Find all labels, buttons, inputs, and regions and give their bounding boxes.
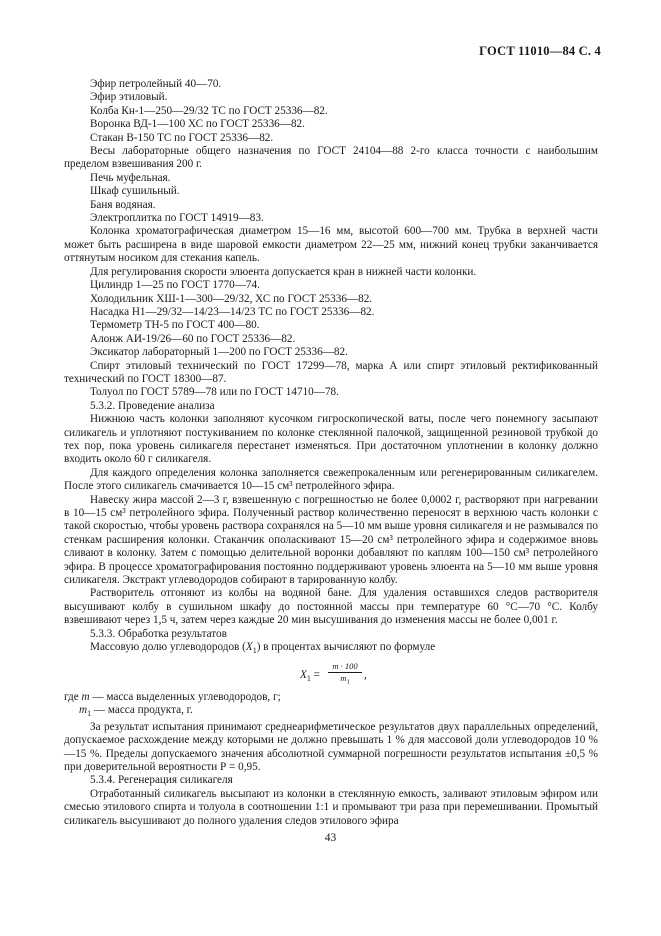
where-line: где m — масса выделенных углеводородов, г;	[64, 690, 281, 703]
page-header: ГОСТ 11010—84 С. 4	[479, 44, 601, 58]
document-body	[64, 78, 598, 828]
text-line: Баня водяная.	[90, 198, 156, 211]
formula-denominator: $m_1$	[340, 672, 350, 686]
text-line: Стакан В-150 ТС по ГОСТ 25336—82.	[90, 131, 274, 144]
section-heading: 5.3.4. Регенерация силикагеля	[90, 774, 233, 787]
formula-comma: ,	[364, 668, 367, 681]
text-paragraph: Спирт этиловый технический по ГОСТ 17299—78, марка А или спирт этиловый ректификованный технический по ГОСТ 18300—87.	[64, 359, 598, 385]
formula-intro-text-after: ) в процентах вычисляют по формуле	[256, 641, 436, 654]
text-line: Для регулирования скорости элюента допускается кран в нижней части колонки.	[90, 265, 477, 278]
where-line: $m_1$ — масса продукта, г.	[79, 704, 193, 719]
formula-intro-sub: 1	[252, 646, 257, 656]
text-line: Шкаф сушильный.	[90, 185, 180, 198]
text-line: Печь муфельная.	[90, 171, 171, 184]
formula-intro	[64, 641, 598, 658]
text-line: Воронка ВД-1—100 ХС по ГОСТ 25336—82.	[90, 118, 305, 131]
text-paragraph: Отработанный силикагель высыпают из колонки в стеклянную емкость, заливают этиловым эфиром или смесью этилового спирта и толуола в соотношении 1:1 и промывают три раза при перемешивании. Промытый силикагель высушивают до полного удаления следов этилового эфира	[64, 787, 598, 827]
text-line: Толуол по ГОСТ 5789—78 или по ГОСТ 14710—78.	[90, 386, 339, 399]
formula-fraction	[328, 661, 362, 688]
text-line: Эфир этиловый.	[90, 91, 168, 104]
formula-intro-var: X	[245, 641, 253, 654]
text-paragraph: Нижнюю часть колонки заполняют кусочком гигроскопической ваты, после чего понемногу засыпают силикагель и уплотняют постукиванием по колонке стеклянной палочкой, защищенной резиновой трубкой до тех пор, пока уровень силикагеля перестанет изменяться. При достаточном уплотнении в колонку должно входить около 60 г силикагеля.	[64, 413, 598, 466]
section-heading: 5.3.2. Проведение анализа	[90, 399, 215, 412]
text-paragraph: Колонка хроматографическая диаметром 15—16 мм, высотой 600—700 мм. Трубка в верхней части может быть расширена в виде шаровой емкости диаметром 22—25 мм, нижний конец трубки заканчивается оттянутым носиком для стекания капель.	[64, 225, 598, 265]
text-paragraph: Растворитель отгоняют из колбы на водяной бане. Для удаления оставшихся следов растворителя высушивают колбу в сушильном шкафу до постоянной массы при температуре 60 °С—70 °С. Колбу взвешивают через 1,5 ч, затем через каждые 20 мин высушивания до изменения массы не более 0,001 г.	[64, 587, 598, 627]
page-number: 43	[324, 832, 337, 844]
formula-intro-text: Массовую долю углеводородов (	[90, 641, 246, 654]
formula-lhs: $X_1$ =	[300, 668, 320, 683]
text-paragraph: За результат испытания принимают среднеарифметическое результатов двух параллельных определений, допускаемое расхождение между которыми не должно превышать 1 % для массовой доли углеводородов 10 %—15 %. Пределы допускаемого значения абсолютной суммарной погрешности результатов испытания ±0,5 % при доверительной вероятности Р = 0,95.	[64, 720, 598, 773]
section-heading: 5.3.3. Обработка результатов	[90, 627, 227, 640]
text-line: Эфир петролейный 40—70.	[90, 78, 222, 90]
text-line: Термометр ТН-5 по ГОСТ 400—80.	[90, 319, 260, 332]
text-line: Насадка Н1—29/32—14/23—14/23 ТС по ГОСТ 25336—82.	[90, 305, 375, 318]
text-paragraph: Навеску жира массой 2—3 г, взвешенную с погрешностью не более 0,0002 г, растворяют при нагревании в 10—15 см³ петролейного эфира. Полученный раствор количественно переносят в верхнюю часть колонки с такой скоростью, чтобы уровень раствора сохранялся на 5—10 мм выше уровня силикагеля и не размывался по стенкам расширения колонки. Стаканчик ополаскивают 15—20 см³ петролейного эфира и содержимое вновь сливают в колонку. Затем с помощью делительной воронки добавляют по каплям 100—150 см³ петролейного эфира. В процессе хроматографирования постоянно поддерживают уровень элюента на 5—10 мм выше уровня силикагеля. Экстракт углеводородов собирают в тарированную колбу.	[64, 493, 598, 587]
text-line: Колба Кн-1—250—29/32 ТС по ГОСТ 25336—82.	[90, 104, 328, 117]
text-paragraph: Для каждого определения колонка заполняется свежепрокаленным или регенерированным силикагелем. После этого силикагель смачивается 10—15 см³ петролейного эфира.	[64, 466, 598, 493]
text-line: Холодильник ХШ-1—300—29/32, ХС по ГОСТ 25336—82.	[90, 292, 373, 305]
formula	[64, 660, 598, 690]
text-line: Цилиндр 1—25 по ГОСТ 1770—74.	[90, 279, 260, 292]
text-line: Электроплитка по ГОСТ 14919—83.	[90, 212, 264, 225]
text-line: Алонж АИ-19/26—60 по ГОСТ 25336—82.	[90, 332, 296, 345]
formula-numerator: m · 100	[328, 661, 362, 673]
text-paragraph: Весы лабораторные общего назначения по ГОСТ 24104—88 2-го класса точности с наибольшим пределом взвешивания 200 г.	[64, 145, 598, 171]
text-line: Эксикатор лабораторный 1—200 по ГОСТ 25336—82.	[90, 346, 348, 359]
